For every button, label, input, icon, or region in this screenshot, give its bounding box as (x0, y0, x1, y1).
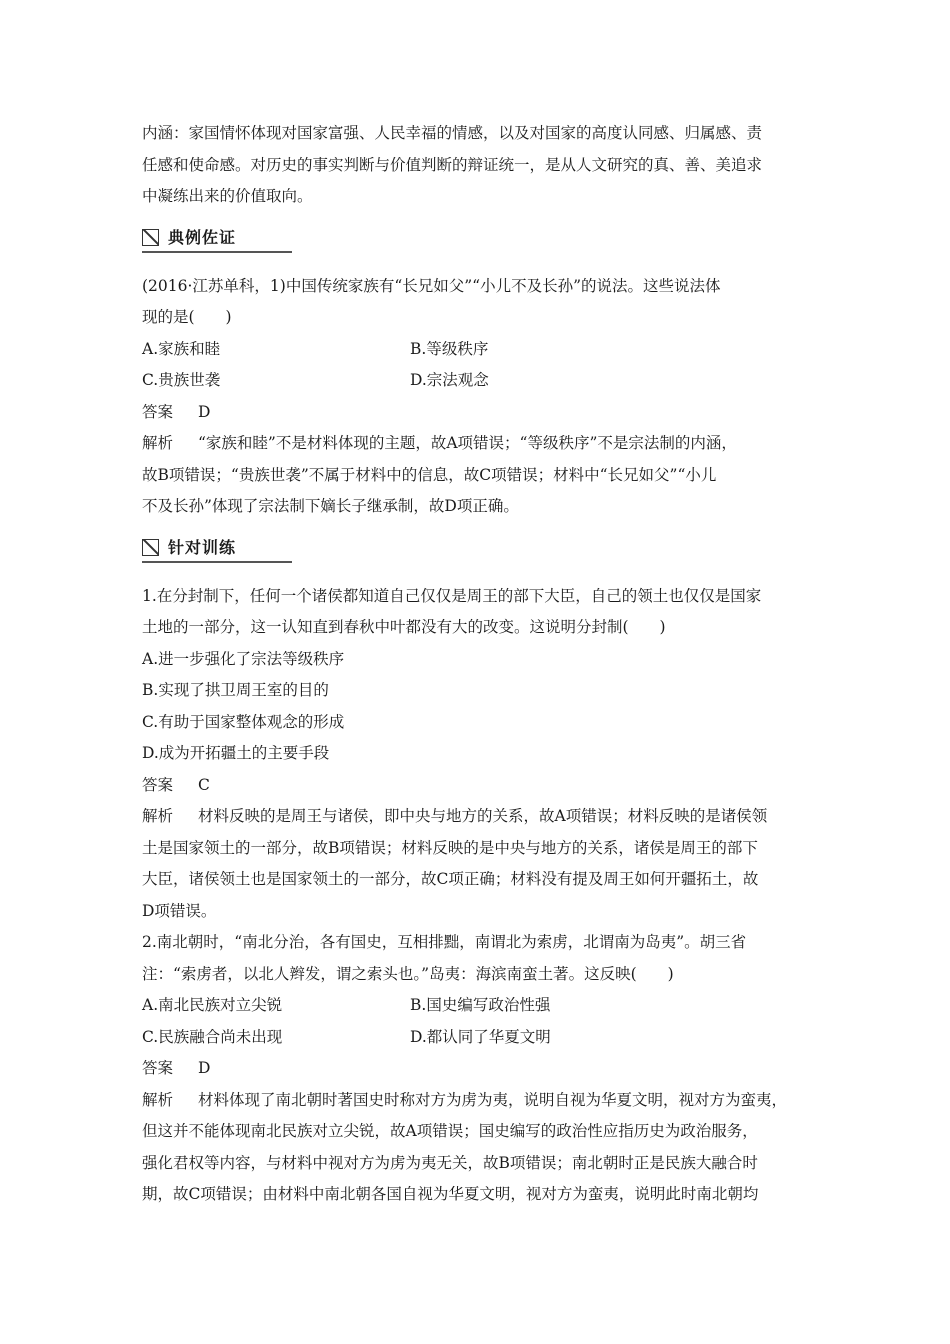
example-options-row (142, 334, 822, 366)
analysis-text: 材料反映的是周王与诸侯，即中央与地方的关系，故A项错误；材料反映的是诸侯领 (198, 807, 768, 825)
analysis-text: 材料体现了南北朝时著国史时称对方为虏为夷，说明自视为华夏文明，视对方为蛮夷， (198, 1090, 788, 1109)
section-marker-icon (142, 229, 159, 246)
analysis-label: 解析 (142, 807, 174, 825)
q2-analysis-line: 期，故C项错误；由材料中南北朝各国自视为华夏文明，视对方为蛮夷，说明此时南北朝均 (142, 1185, 759, 1203)
option-a: A.南北民族对立尖锐 (142, 996, 283, 1014)
section-underline (142, 561, 292, 563)
q1-option-d: D.成为开拓疆土的主要手段 (142, 744, 330, 762)
answer-value: D (198, 402, 211, 421)
q2-answer (142, 1053, 822, 1085)
example-answer (142, 397, 822, 429)
analysis-text: “家族和睦”不是材料体现的主题，故A项错误；“等级秩序”不是宗法制的内涵， (198, 434, 737, 452)
example-analysis-line: 不及长孙”体现了宗法制下嫡长子继承制，故D项正确。 (142, 497, 519, 515)
section-underline (142, 251, 292, 253)
q1-analysis-line: D项错误。 (142, 901, 217, 920)
option-d: D.都认同了华夏文明 (410, 1027, 551, 1046)
option-d: D.宗法观念 (410, 371, 489, 389)
q1-option-c: C.有助于国家整体观念的形成 (142, 712, 345, 731)
q1-option-b: B.实现了拱卫周王室的目的 (142, 681, 329, 699)
q2-options-row (142, 1022, 822, 1054)
section-header-training (142, 533, 822, 567)
q2-stem-line: 2.南北朝时，“南北分治，各有国史，互相排黜，南谓北为索虏，北谓南为岛夷”。胡三省 (142, 933, 747, 951)
q2-stem-line: 注：“索虏者，以北人辫发，谓之索头也。”岛夷：海滨南蛮土著。这反映( ) (142, 964, 674, 983)
q1-analysis-line: 大臣，诸侯领土也是国家领土的一部分，故C项正确；材料没有提及周王如何开疆拓土，故 (142, 870, 759, 888)
intro-line: 内涵：家国情怀体现对国家富强、人民幸福的情感，以及对国家的高度认同感、归属感、责 (142, 124, 763, 142)
q1-analysis-line (142, 801, 822, 833)
option-b: B.等级秩序 (410, 339, 489, 358)
option-a: A.家族和睦 (142, 339, 221, 358)
example-analysis-line (142, 428, 822, 460)
answer-label: 答案 (142, 775, 174, 794)
answer-value: C (198, 775, 210, 794)
intro-line: 任感和使命感。对历史的事实判断与价值判断的辩证统一，是从人文研究的真、善、美追求 (142, 155, 763, 174)
q2-analysis-line: 强化君权等内容，与材料中视对方为虏为夷无关，故B项错误；南北朝时正是民族大融合时 (142, 1153, 758, 1172)
analysis-label: 解析 (142, 434, 174, 452)
q2-options-row (142, 990, 822, 1022)
section-marker-icon (142, 539, 159, 556)
q1-option-a: A.进一步强化了宗法等级秩序 (142, 649, 345, 668)
option-c: C.民族融合尚未出现 (142, 1027, 283, 1046)
section-title: 典例佐证 (168, 227, 237, 247)
answer-label: 答案 (142, 1059, 174, 1077)
example-stem-line: 现的是( ) (142, 308, 232, 326)
q1-stem-line: 土地的一部分，这一认知直到春秋中叶都没有大的改变。这说明分封制( ) (142, 618, 666, 636)
option-c: C.贵族世袭 (142, 371, 221, 389)
section-header-example (142, 223, 822, 257)
example-options-row (142, 365, 822, 397)
document-page (142, 118, 822, 1211)
analysis-label: 解析 (142, 1090, 174, 1109)
example-analysis-line: 故B项错误；“贵族世袭”不属于材料中的信息，故C项错误；材料中“长兄如父”“小儿 (142, 465, 717, 484)
answer-label: 答案 (142, 402, 174, 421)
q1-stem-line: 1.在分封制下，任何一个诸侯都知道自己仅仅是周王的部下大臣，自己的领土也仅仅是国家 (142, 586, 762, 605)
q1-analysis-line: 土是国家领土的一部分，故B项错误；材料反映的是中央与地方的关系，诸侯是周王的部下 (142, 838, 758, 857)
example-stem-line: (2016·江苏单科，1)中国传统家族有“长兄如父”“小儿不及长孙”的说法。这些说法体 (142, 276, 721, 295)
option-b: B.国史编写政治性强 (410, 996, 551, 1014)
section-title: 针对训练 (168, 537, 237, 557)
q1-answer (142, 770, 822, 802)
intro-line: 中凝练出来的价值取向。 (142, 187, 313, 205)
q2-analysis-line: 但这并不能体现南北民族对立尖锐，故A项错误；国史编写的政治性应指历史为政治服务， (142, 1122, 758, 1140)
answer-value: D (198, 1059, 211, 1077)
q2-analysis-line (142, 1085, 822, 1117)
